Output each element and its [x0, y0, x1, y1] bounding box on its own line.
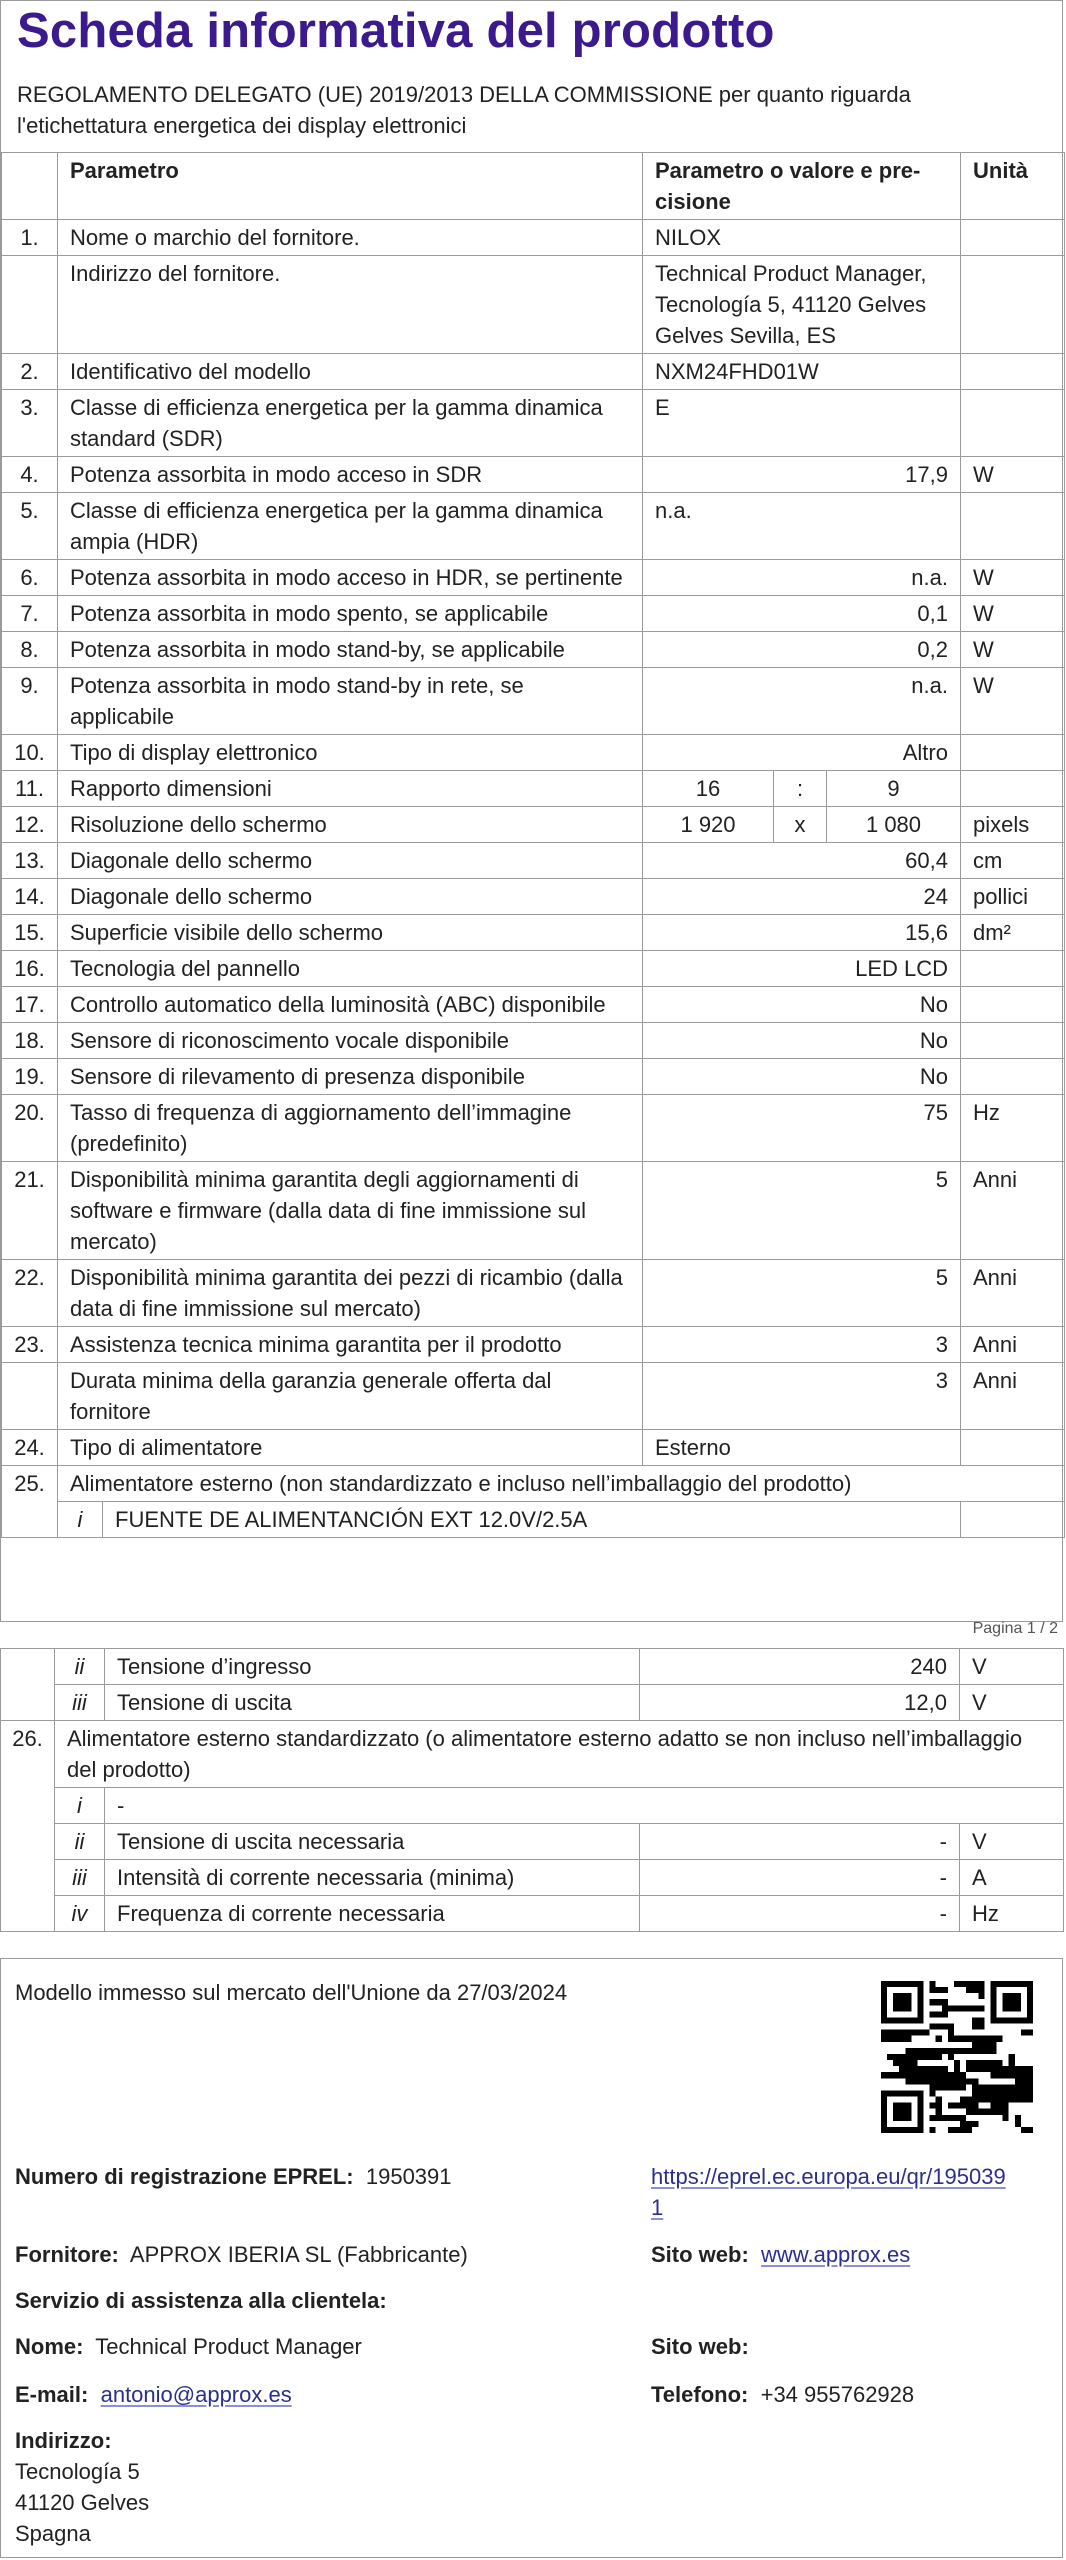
row-parameter: Sensore di rilevamento di presenza disponibile	[58, 1059, 643, 1095]
contact-name-label: Nome:	[15, 2334, 84, 2359]
row-value: 75	[643, 1095, 961, 1162]
row-unit: Hz	[961, 1095, 1065, 1162]
email-row	[15, 2379, 292, 2410]
email-label: E-mail:	[15, 2382, 89, 2407]
row-number: 10.	[2, 735, 58, 771]
regulation-subtitle: REGOLAMENTO DELEGATO (UE) 2019/2013 DELLA COMMISSIONE per quanto riguarda l'etichettatura energetica dei display elettronici	[17, 82, 911, 138]
row-parameter: Disponibilità minima garantita degli aggiornamenti di software e firmware (dalla data di fine immissione sul mercato)	[58, 1162, 643, 1260]
row-number: 19.	[2, 1059, 58, 1095]
row-number: 6.	[2, 560, 58, 596]
subrow	[58, 1502, 960, 1537]
table-row	[2, 1162, 1065, 1260]
subrow-unit: V	[960, 1649, 1064, 1685]
table-row	[2, 354, 1065, 390]
subrow-value: 240	[640, 1649, 960, 1685]
subrow-index: ii	[55, 1824, 105, 1860]
row-parameter: Tipo di display elettronico	[58, 735, 643, 771]
row-value: 17,9	[643, 457, 961, 493]
row-number: 12.	[2, 807, 58, 843]
row-value-b: 9	[827, 771, 961, 807]
row-number: 21.	[2, 1162, 58, 1260]
row-value: Technical Product Manager, Tecnología 5, 41120 Gelves Gelves Sevilla, ES	[643, 256, 961, 354]
row-parameter: Tecnologia del pannello	[58, 951, 643, 987]
row-number: 14.	[2, 879, 58, 915]
row-value: n.a.	[643, 560, 961, 596]
row-unit	[961, 1059, 1065, 1095]
row-parameter: Risoluzione dello schermo	[58, 807, 643, 843]
row-value-a: 16	[643, 771, 774, 807]
row-number: 23.	[2, 1327, 58, 1363]
row-value: 24	[643, 879, 961, 915]
row-value-separator: x	[774, 807, 827, 843]
row-number: 3.	[2, 390, 58, 457]
row-value-separator: :	[774, 771, 827, 807]
row-value: No	[643, 1023, 961, 1059]
subrow-parameter: Tensione d’ingresso	[105, 1649, 640, 1685]
row-unit: W	[961, 560, 1065, 596]
row-unit: pixels	[961, 807, 1065, 843]
row-parameter: Superficie visibile dello schermo	[58, 915, 643, 951]
row-number: 15.	[2, 915, 58, 951]
table-row	[2, 596, 1065, 632]
row-number: 2.	[2, 354, 58, 390]
row-unit: Anni	[961, 1260, 1065, 1327]
website-label: Sito web:	[651, 2242, 749, 2267]
subrow-index: i	[58, 1502, 103, 1537]
table-row	[2, 457, 1065, 493]
row-unit	[961, 987, 1065, 1023]
table-row	[2, 1430, 1065, 1466]
table-row	[2, 987, 1065, 1023]
table-subrow	[1, 1824, 1064, 1860]
table-row	[2, 493, 1065, 560]
supplier-label: Fornitore:	[15, 2242, 119, 2267]
table-row	[2, 1327, 1065, 1363]
table-subrow	[1, 1896, 1064, 1932]
eprel-row	[15, 2161, 452, 2192]
subrow-unit: A	[960, 1860, 1064, 1896]
subrow-index: iii	[55, 1860, 105, 1896]
subrow-value: -	[640, 1824, 960, 1860]
table-row	[2, 1059, 1065, 1095]
row-value-b: 1 080	[827, 807, 961, 843]
eprel-value: 1950391	[365, 2164, 452, 2189]
table-subrow	[1, 1649, 1064, 1685]
spec-table-continued	[0, 1648, 1064, 1932]
email-link[interactable]: antonio@approx.es	[100, 2382, 292, 2407]
subrow-parameter: Frequenza di corrente necessaria	[105, 1896, 640, 1932]
header-unit: Unità	[961, 153, 1065, 220]
spec-table	[1, 152, 1065, 1538]
row-parameter: Sensore di riconoscimento vocale disponibile	[58, 1023, 643, 1059]
table-row-25	[2, 1466, 1065, 1502]
website-row	[651, 2239, 910, 2270]
row-value: 0,2	[643, 632, 961, 668]
address-line-1: Tecnología 5	[15, 2459, 140, 2484]
table-subrow	[2, 1502, 1065, 1538]
subrow-value: -	[640, 1896, 960, 1932]
row-unit	[961, 390, 1065, 457]
row-parameter: Potenza assorbita in modo stand-by in rete, se applicabile	[58, 668, 643, 735]
row-value: 5	[643, 1260, 961, 1327]
row-unit	[961, 354, 1065, 390]
table-subrow	[1, 1685, 1064, 1721]
subrow-value: 12,0	[640, 1685, 960, 1721]
row-unit: W	[961, 668, 1065, 735]
row-number: 22.	[2, 1260, 58, 1327]
phone-value: +34 955762928	[760, 2382, 915, 2407]
row-number: 13.	[2, 843, 58, 879]
row-unit: cm	[961, 843, 1065, 879]
row-value: No	[643, 1059, 961, 1095]
row-number: 5.	[2, 493, 58, 560]
row-unit: W	[961, 457, 1065, 493]
row-parameter: Rapporto dimensioni	[58, 771, 643, 807]
page-2-table-section	[0, 1648, 1063, 1932]
row-unit	[961, 493, 1065, 560]
table-row	[2, 1095, 1065, 1162]
address-line-2: 41120 Gelves	[15, 2490, 150, 2515]
row-number: 18.	[2, 1023, 58, 1059]
subrow-index: iii	[55, 1685, 105, 1721]
row-value: 3	[643, 1363, 961, 1430]
eprel-link[interactable]	[651, 2161, 1011, 2223]
row-value: NILOX	[643, 220, 961, 256]
subrow-container	[58, 1502, 961, 1538]
page-title: Scheda informativa del prodotto	[17, 4, 775, 58]
subrow-unit	[961, 1502, 1065, 1538]
table-row	[2, 1363, 1065, 1430]
row-unit: Anni	[961, 1363, 1065, 1430]
row-parameter: Potenza assorbita in modo acceso in HDR, se pertinente	[58, 560, 643, 596]
row-number: 20.	[2, 1095, 58, 1162]
row-unit	[961, 735, 1065, 771]
row-parameter: Nome o marchio del fornitore.	[58, 220, 643, 256]
row-value: 15,6	[643, 915, 961, 951]
row-value: No	[643, 987, 961, 1023]
row-unit	[961, 951, 1065, 987]
table-row	[2, 843, 1065, 879]
table-row	[2, 390, 1065, 457]
subrow-unit: V	[960, 1824, 1064, 1860]
row-parameter: Disponibilità minima garantita dei pezzi di ricambio (dalla data di fine immissione sul mercato)	[58, 1260, 643, 1327]
subrow-parameter: -	[105, 1788, 1064, 1824]
supplier-info-box	[0, 1958, 1063, 2558]
table-row-26	[1, 1721, 1064, 1788]
row-number: 26.	[1, 1721, 55, 1932]
subrow-table	[58, 1502, 960, 1537]
table-row	[2, 735, 1065, 771]
table-header-row	[2, 153, 1065, 220]
header-parameter: Parametro	[58, 153, 643, 220]
row-value: Altro	[643, 735, 961, 771]
row-number: 17.	[2, 987, 58, 1023]
row-value: Esterno	[643, 1430, 961, 1466]
row-value: n.a.	[643, 668, 961, 735]
row-value-a: 1 920	[643, 807, 774, 843]
row-number: 25.	[2, 1466, 58, 1538]
header-num-cell	[2, 153, 58, 220]
row-number	[2, 1363, 58, 1430]
market-date-text: Modello immesso sul mercato dell'Unione da 27/03/2024	[15, 1980, 568, 2005]
subrow-parameter: Tensione di uscita necessaria	[105, 1824, 640, 1860]
row-value: 0,1	[643, 596, 961, 632]
table-row	[2, 668, 1065, 735]
table-row	[2, 256, 1065, 354]
table-subrow	[1, 1860, 1064, 1896]
row-value: NXM24FHD01W	[643, 354, 961, 390]
eprel-label: Numero di registrazione EPREL:	[15, 2164, 354, 2189]
qr-code-image[interactable]	[881, 1981, 1033, 2133]
row-value: 5	[643, 1162, 961, 1260]
row-parameter: Tipo di alimentatore	[58, 1430, 643, 1466]
table-row	[2, 951, 1065, 987]
address-block	[15, 2425, 149, 2549]
row-value: n.a.	[643, 493, 961, 560]
table-row	[2, 807, 1065, 843]
table-row	[2, 560, 1065, 596]
eprel-url[interactable]: https://eprel.ec.europa.eu/qr/1950391	[651, 2164, 1006, 2220]
table-row	[2, 1023, 1065, 1059]
row-parameter: Identificativo del modello	[58, 354, 643, 390]
subrow-index: ii	[55, 1649, 105, 1685]
supplier-row	[15, 2239, 468, 2270]
table-row	[2, 1260, 1065, 1327]
subrow-unit: V	[960, 1685, 1064, 1721]
row-unit: Anni	[961, 1162, 1065, 1260]
row-value: E	[643, 390, 961, 457]
address-line-3: Spagna	[15, 2521, 91, 2546]
row-number: 9.	[2, 668, 58, 735]
supplier-value: APPROX IBERIA SL (Fabbricante)	[129, 2242, 468, 2267]
customer-service-heading: Servizio di assistenza alla clientela:	[15, 2288, 387, 2313]
row-number	[1, 1649, 55, 1721]
contact-name-value: Technical Product Manager	[95, 2334, 362, 2359]
row-parameter: Assistenza tecnica minima garantita per il prodotto	[58, 1327, 643, 1363]
row-unit: dm²	[961, 915, 1065, 951]
subrow-parameter: Tensione di uscita	[105, 1685, 640, 1721]
row-number: 24.	[2, 1430, 58, 1466]
row-value: LED LCD	[643, 951, 961, 987]
row-unit: W	[961, 632, 1065, 668]
subrow-value: -	[640, 1860, 960, 1896]
row-parameter: Classe di efficienza energetica per la gamma dinamica ampia (HDR)	[58, 493, 643, 560]
row-parameter: Potenza assorbita in modo acceso in SDR	[58, 457, 643, 493]
row-unit: W	[961, 596, 1065, 632]
row-unit: Anni	[961, 1327, 1065, 1363]
contact-name-row	[15, 2331, 362, 2362]
row-unit	[961, 256, 1065, 354]
subrow-text: FUENTE DE ALIMENTANCIÓN EXT 12.0V/2.5A	[115, 1507, 588, 1532]
row-parameter: Tasso di frequenza di aggiornamento dell’immagine (predefinito)	[58, 1095, 643, 1162]
phone-label: Telefono:	[651, 2382, 749, 2407]
row-parameter: Potenza assorbita in modo stand-by, se applicabile	[58, 632, 643, 668]
website-link[interactable]: www.approx.es	[761, 2242, 911, 2267]
subrow-parameter: Intensità di corrente necessaria (minima)	[105, 1860, 640, 1896]
row-number: 7.	[2, 596, 58, 632]
row-parameter: Potenza assorbita in modo spento, se applicabile	[58, 596, 643, 632]
row-parameter: Diagonale dello schermo	[58, 879, 643, 915]
service-website-label: Sito web:	[651, 2334, 749, 2359]
row-parameter: Diagonale dello schermo	[58, 843, 643, 879]
table-row	[2, 220, 1065, 256]
row-parameter: Classe di efficienza energetica per la gamma dinamica standard (SDR)	[58, 390, 643, 457]
table-row	[2, 632, 1065, 668]
row-number: 16.	[2, 951, 58, 987]
row-number: 8.	[2, 632, 58, 668]
row-unit	[961, 771, 1065, 807]
phone-row	[651, 2379, 914, 2410]
table-row	[2, 915, 1065, 951]
header-value: Parametro o valore e pre-cisione	[643, 153, 961, 220]
row-value: 3	[643, 1327, 961, 1363]
row-unit	[961, 220, 1065, 256]
row-number: 4.	[2, 457, 58, 493]
subrow-unit: Hz	[960, 1896, 1064, 1932]
row-parameter: Indirizzo del fornitore.	[58, 256, 643, 354]
subrow-index: iv	[55, 1896, 105, 1932]
row-parameter: Alimentatore esterno (non standardizzato e incluso nell’imballaggio del prodotto)	[58, 1466, 1065, 1502]
row-parameter: Alimentatore esterno standardizzato (o alimentatore esterno adatto se non incluso nell’imballaggio del prodotto)	[55, 1721, 1064, 1788]
row-unit: pollici	[961, 879, 1065, 915]
row-parameter: Durata minima della garanzia generale offerta dal fornitore	[58, 1363, 643, 1430]
table-row	[2, 771, 1065, 807]
row-unit	[961, 1023, 1065, 1059]
page-number: Pagina 1 / 2	[972, 1620, 1058, 1637]
table-row	[2, 879, 1065, 915]
table-subrow	[1, 1788, 1064, 1824]
row-number: 1.	[2, 220, 58, 256]
row-unit	[961, 1430, 1065, 1466]
row-parameter: Controllo automatico della luminosità (ABC) disponibile	[58, 987, 643, 1023]
subrow-index: i	[55, 1788, 105, 1824]
address-label: Indirizzo:	[15, 2428, 112, 2453]
row-value: 60,4	[643, 843, 961, 879]
row-number	[2, 256, 58, 354]
row-number: 11.	[2, 771, 58, 807]
